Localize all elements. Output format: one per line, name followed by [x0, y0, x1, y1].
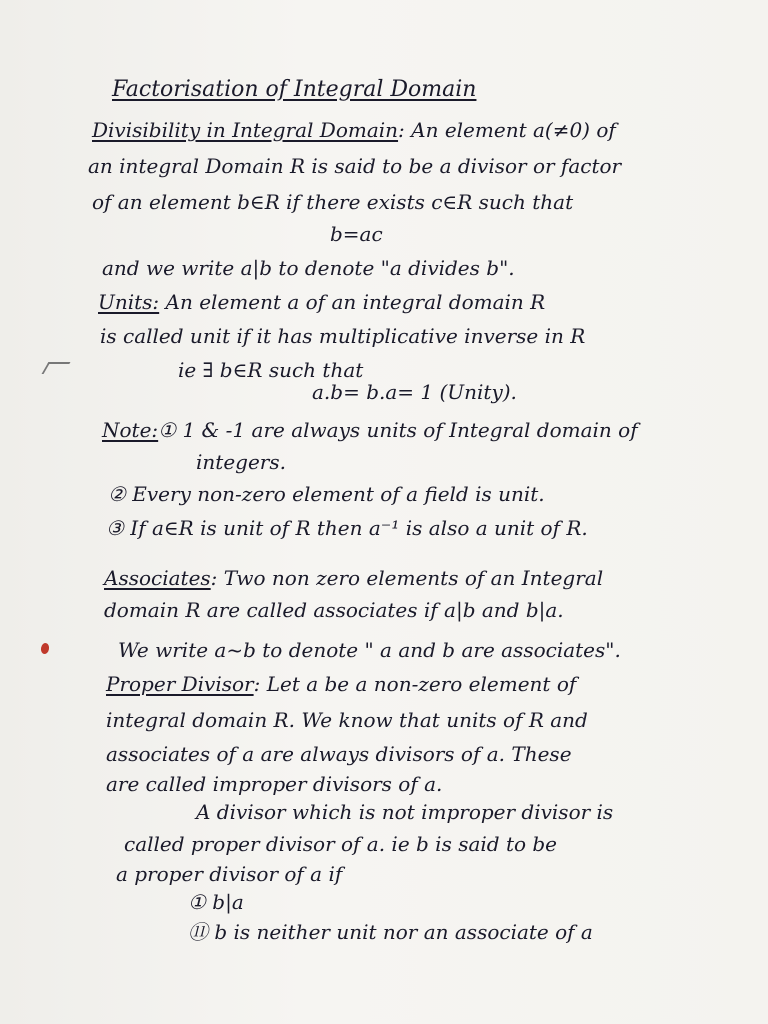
red-ink-mark [40, 642, 50, 654]
units-line-3: ie ∃ b∈R such that [178, 358, 364, 382]
proper-line-6: called proper divisor of a. ie b is said to be [124, 832, 558, 856]
note-item-1-cont: integers. [196, 450, 286, 474]
note-item-2: ② Every non-zero element of a field is unit. [108, 482, 545, 506]
note-heading: Note: [102, 418, 159, 442]
note-line-1 [102, 418, 638, 442]
proper-condition-2: ⑪ b is neither unit nor an associate of a [188, 920, 593, 944]
proper-line-4: are called improper divisors of a. [106, 772, 443, 796]
associates-text-1: : Two non zero elements of an Integral [210, 566, 604, 590]
associates-heading: Associates [104, 566, 211, 590]
divisibility-line-1 [92, 118, 616, 142]
proper-line-5: A divisor which is not improper divisor is [196, 800, 614, 824]
proper-line-7: a proper divisor of a if [116, 862, 343, 886]
note-item-3: ③ If a∈R is unit of R then a⁻¹ is also a unit of R. [106, 516, 588, 540]
associates-line-1 [104, 566, 603, 590]
units-text-1: An element a of an integral domain R [159, 290, 546, 314]
units-heading: Units: [98, 290, 160, 314]
proper-text-1: : Let a be a non-zero element of [253, 672, 577, 696]
divisibility-text-1: : An element a(≠0) of [398, 118, 616, 142]
associates-line-3: We write a~b to denote " a and b are associates". [118, 638, 621, 662]
divisibility-heading: Divisibility in Integral Domain [92, 118, 399, 142]
associates-line-2: domain R are called associates if a|b and b|a. [104, 598, 564, 622]
divisibility-line-2: an integral Domain R is said to be a divisor or factor [88, 154, 622, 178]
proper-line-3: associates of a are always divisors of a. These [106, 742, 572, 766]
divisibility-line-4: and we write a|b to denote "a divides b". [102, 256, 515, 280]
proper-condition-1: ① b|a [188, 890, 244, 914]
proper-line-2: integral domain R. We know that units of R and [106, 708, 588, 732]
proper-line-1 [106, 672, 576, 696]
divisibility-equation: b=ac [330, 222, 383, 246]
margin-scribble [42, 362, 71, 374]
units-equation: a.b= b.a= 1 (Unity). [312, 380, 517, 404]
page-title: Factorisation of Integral Domain [112, 77, 477, 102]
note-item-1: ① 1 & -1 are always units of Integral domain of [158, 418, 638, 442]
units-line-1 [98, 290, 545, 314]
proper-heading: Proper Divisor [106, 672, 254, 696]
divisibility-line-3: of an element b∈R if there exists c∈R such that [92, 190, 574, 214]
units-line-2: is called unit if it has multiplicative inverse in R [100, 324, 586, 348]
